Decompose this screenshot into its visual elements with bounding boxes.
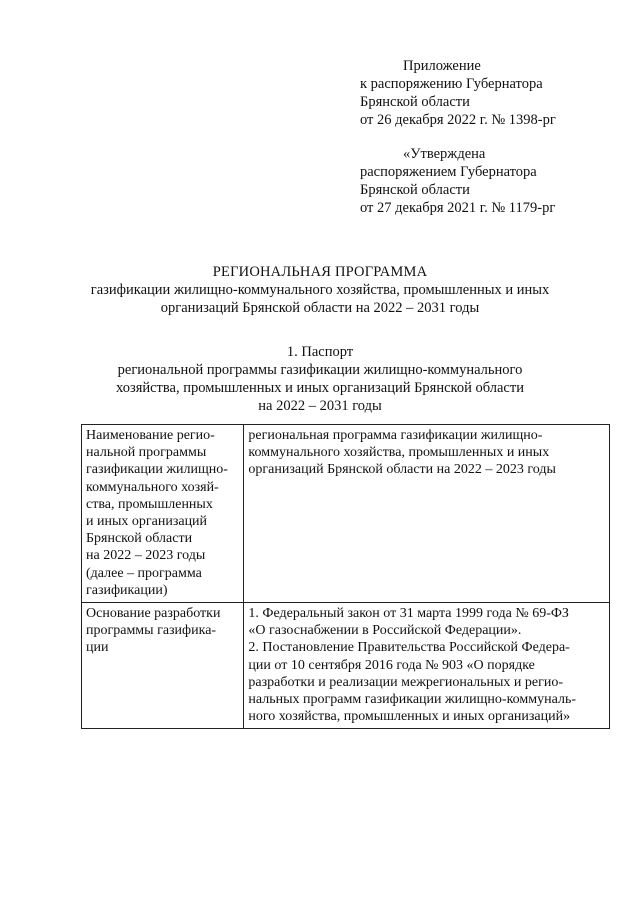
cell-line: Наименование регио- <box>86 428 215 443</box>
table-cell-name <box>82 425 244 603</box>
approved-line: от 27 декабря 2021 г. № 1179-рг <box>360 200 556 216</box>
appendix-line: к распоряжению Губернатора <box>360 76 543 92</box>
approved-header <box>360 145 555 217</box>
cell-line: ции <box>86 640 109 656</box>
cell-line: (далее – программа <box>86 565 202 581</box>
program-subtitle-line: организаций Брянской области на 2022 – 2031 годы <box>160 300 480 316</box>
table-row <box>82 603 610 729</box>
program-heading: РЕГИОНАЛЬНАЯ ПРОГРАММА <box>212 264 428 280</box>
cell-line: разработки и реализации межрегиональных и регио- <box>248 674 564 690</box>
cell-line: нальных программ газификации жилищно-коммуналь- <box>248 692 576 708</box>
cell-line: программы газифика- <box>86 623 217 639</box>
cell-line: нальной программы <box>86 445 207 461</box>
passport-heading: 1. Паспорт <box>286 344 354 360</box>
passport-table <box>81 424 610 729</box>
cell-line: газификации жилищно- <box>86 462 228 478</box>
cell-line: ного хозяйства, промышленных и иных организаций» <box>248 709 571 725</box>
cell-line: 2. Постановление Правительства Российской Федера- <box>248 640 570 656</box>
cell-line: коммунального хозяй- <box>86 479 219 495</box>
appendix-line: от 26 декабря 2022 г. № 1398-рг <box>360 112 556 128</box>
table-cell-value <box>244 425 610 603</box>
cell-line: коммунального хозяйства, промышленных и иных <box>248 445 550 461</box>
cell-line: региональная программа газификации жилищно- <box>248 428 543 443</box>
program-title <box>0 263 640 317</box>
appendix-line: Брянской области <box>360 94 470 110</box>
appendix-header <box>360 57 556 129</box>
table-row <box>82 425 610 603</box>
cell-line: ции от 10 сентября 2016 года № 903 «О порядке <box>248 657 535 673</box>
table-cell-value <box>244 603 610 729</box>
cell-line: «О газоснабжении в Российской Федерации». <box>248 623 522 639</box>
passport-subtitle-line: региональной программы газификации жилищно-коммунального <box>117 362 523 378</box>
program-subtitle-line: газификации жилищно-коммунального хозяйства, промышленных и иных <box>90 282 550 298</box>
cell-line: ства, промышленных <box>86 496 213 512</box>
passport-subtitle-line: хозяйства, промышленных и иных организаций Брянской области <box>116 380 524 396</box>
approved-line: распоряжением Губернатора <box>360 164 537 180</box>
table-cell-name <box>82 603 244 729</box>
cell-line: 1. Федеральный закон от 31 марта 1999 года № 69-ФЗ <box>248 606 569 622</box>
cell-line: Брянской области <box>86 531 193 547</box>
cell-line: на 2022 – 2023 годы <box>86 548 206 564</box>
approved-line: «Утверждена <box>403 146 486 162</box>
cell-line: и иных организаций <box>86 514 208 530</box>
cell-line: организаций Брянской области на 2022 – 2023 годы <box>248 462 556 478</box>
cell-line: газификации) <box>86 582 168 598</box>
appendix-line: Приложение <box>403 58 481 74</box>
approved-line: Брянской области <box>360 182 470 198</box>
passport-subtitle-line: на 2022 – 2031 годы <box>258 398 382 414</box>
passport-title <box>0 343 640 415</box>
cell-line: Основание разработки <box>86 606 221 622</box>
